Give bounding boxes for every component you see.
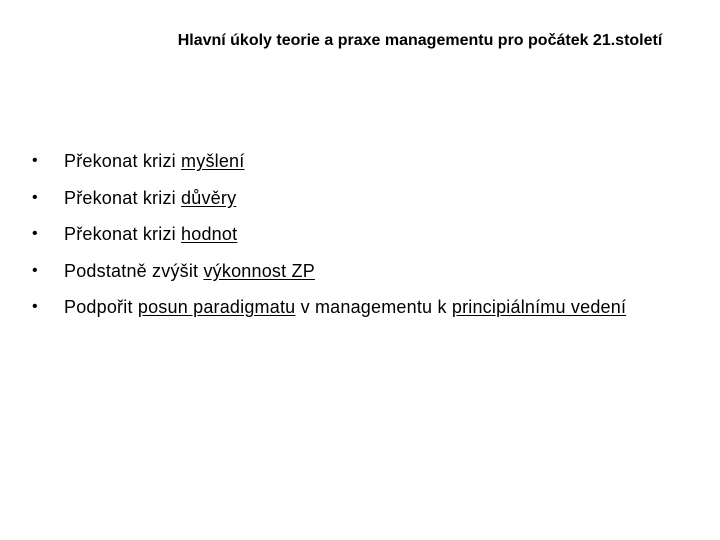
bullet-text-part: v managementu k bbox=[295, 297, 452, 317]
underlined-term: důvěry bbox=[181, 187, 237, 208]
underlined-term: výkonnost ZP bbox=[203, 260, 315, 281]
bullet-icon: • bbox=[32, 261, 38, 279]
slide-title: Hlavní úkoly teorie a praxe managementu pro počátek 21.století bbox=[177, 32, 663, 49]
bullet-icon: • bbox=[32, 152, 38, 169]
underlined-term: hodnot bbox=[181, 224, 238, 244]
bullet-text-part: Podpořit bbox=[64, 297, 138, 317]
bullet-text-part: Překonat krizi bbox=[64, 151, 182, 171]
bullet-icon: • bbox=[32, 225, 38, 242]
bullet-icon: • bbox=[32, 298, 38, 315]
bullet-text bbox=[64, 293, 626, 321]
bullet-text bbox=[64, 220, 237, 248]
bullet-text bbox=[64, 257, 315, 285]
bullet-text-part: Překonat krizi bbox=[64, 187, 182, 208]
bullet-text-part: Překonat krizi bbox=[64, 224, 182, 244]
underlined-term: principiálnímu vedení bbox=[451, 297, 627, 317]
bullet-text-part: Podstatně zvýšit bbox=[64, 260, 204, 281]
underlined-term: posun paradigmatu bbox=[137, 297, 296, 317]
underlined-term: myšlení bbox=[181, 151, 245, 171]
bullet-icon: • bbox=[32, 188, 38, 206]
bullet-text bbox=[64, 147, 244, 175]
bullet-text bbox=[64, 184, 236, 212]
